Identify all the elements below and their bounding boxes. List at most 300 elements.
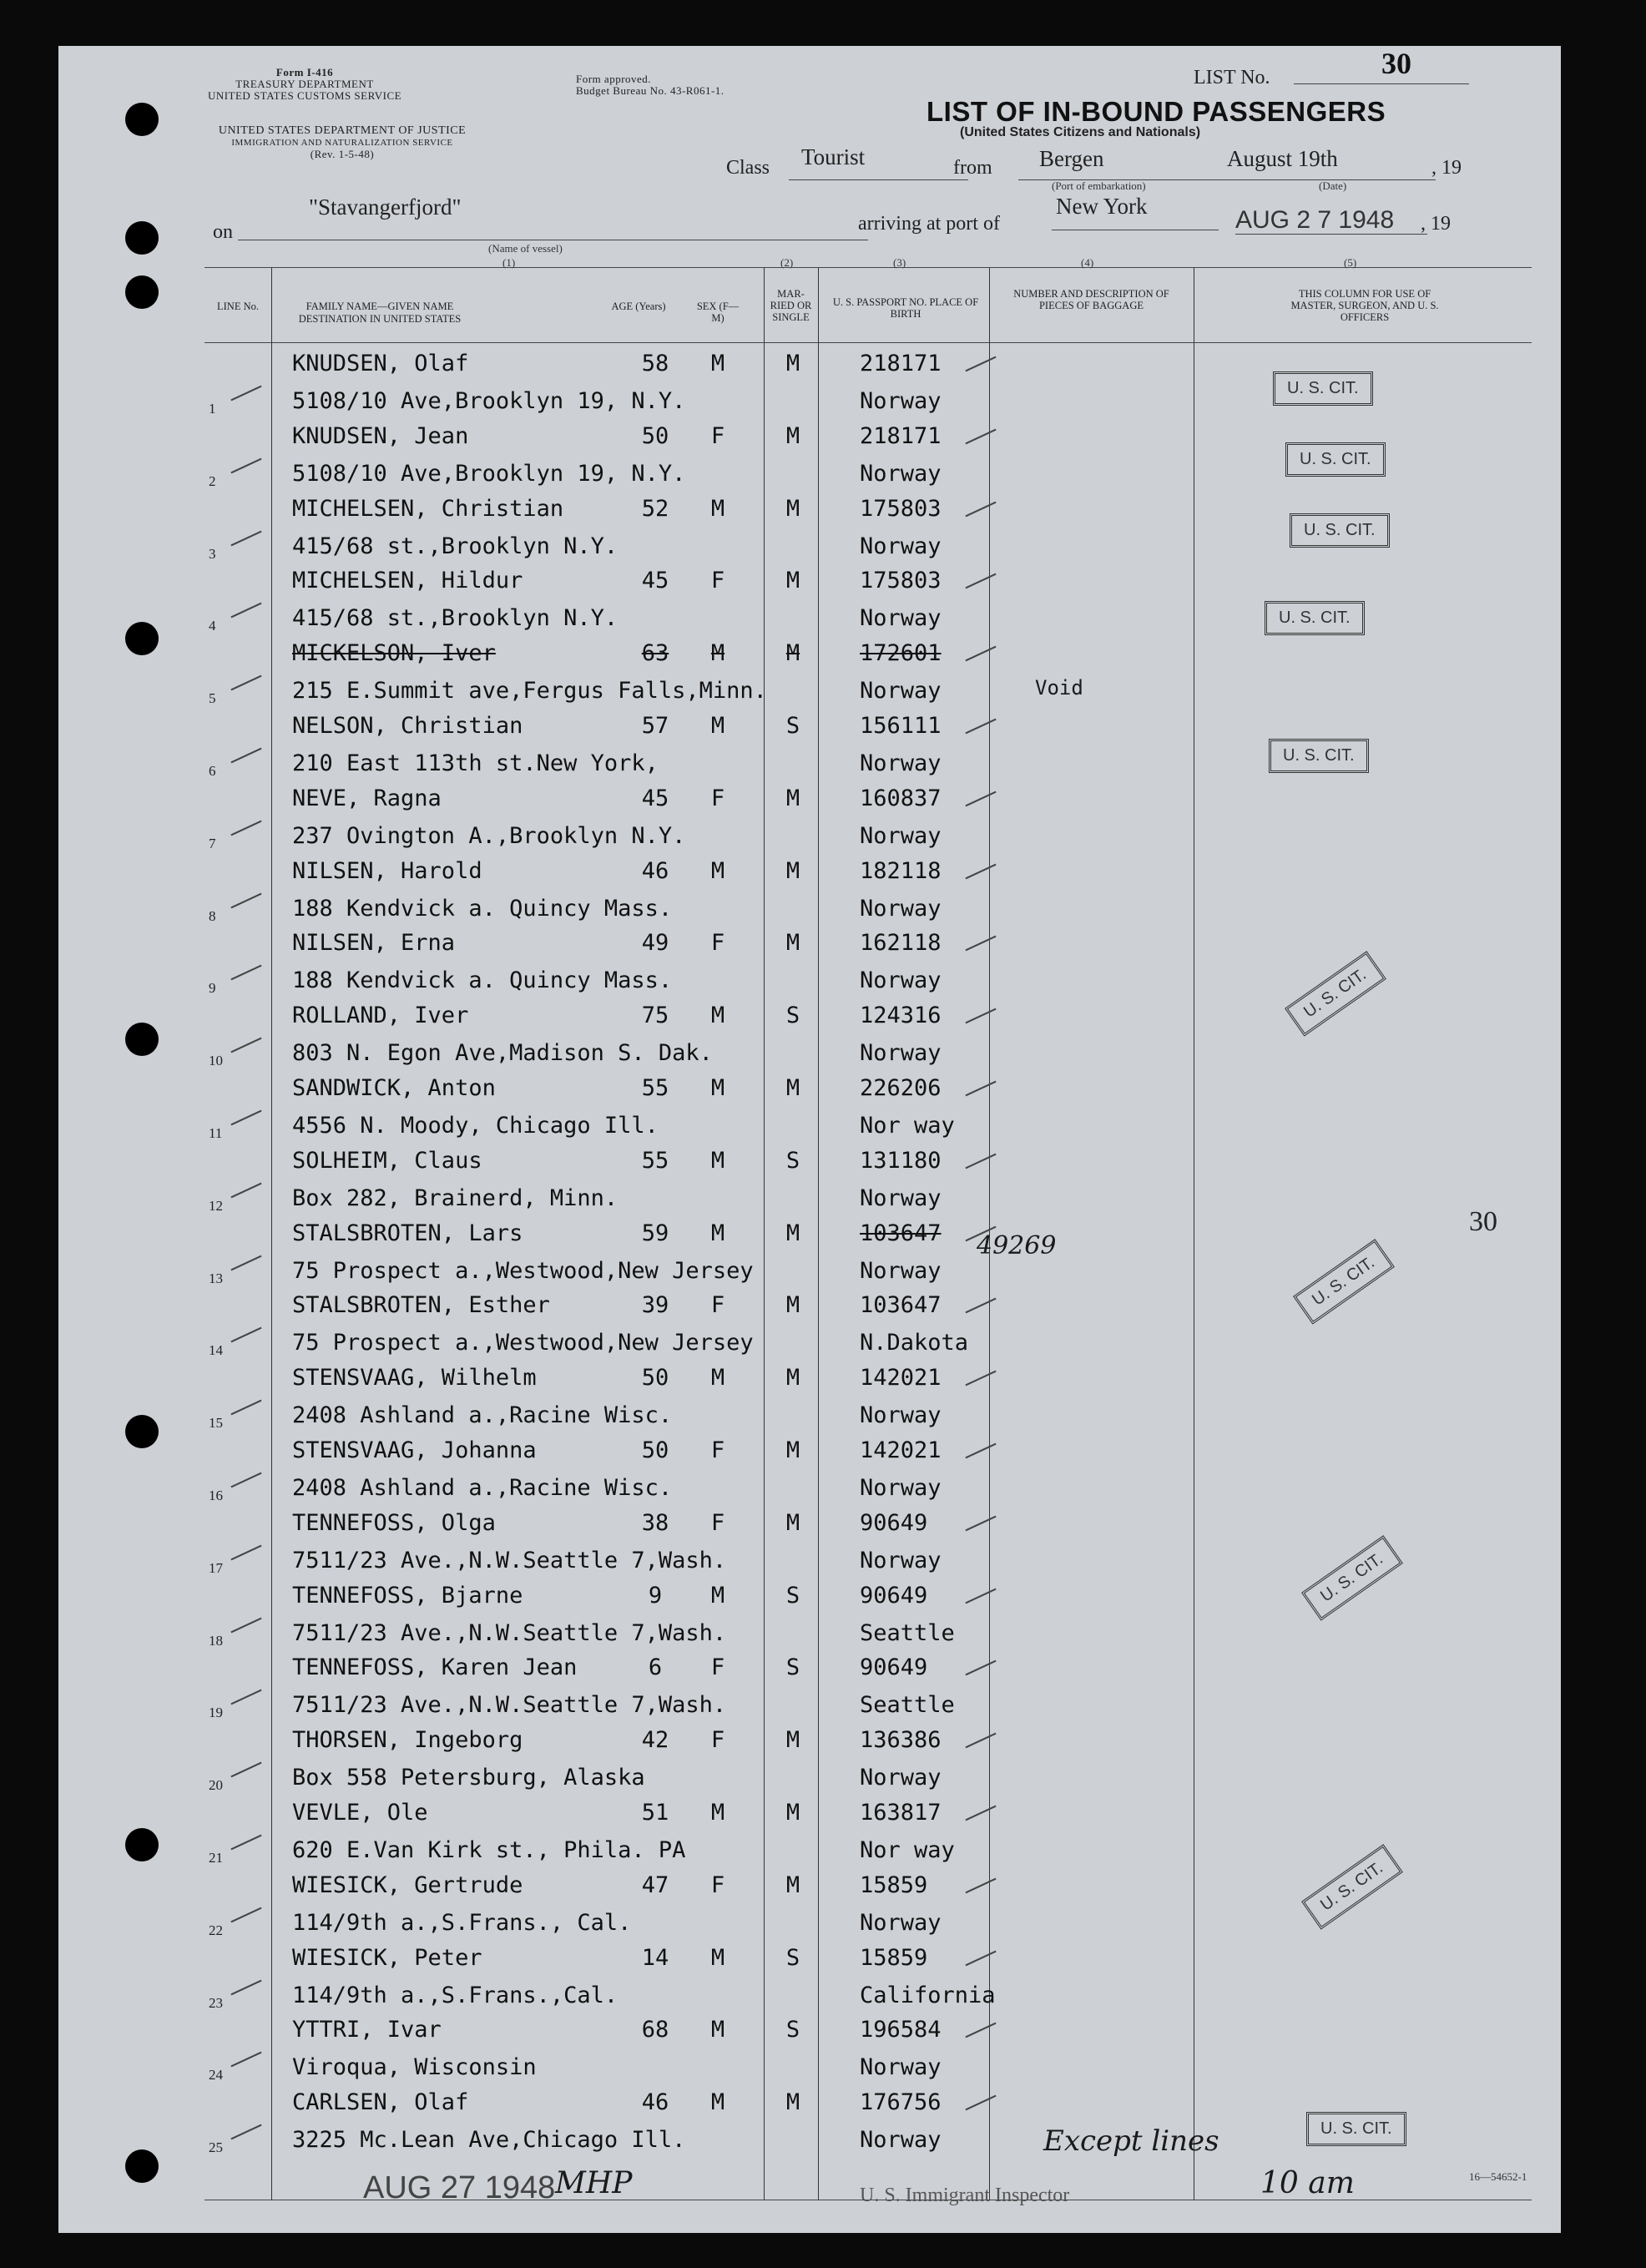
passenger-age: 14 — [641, 1944, 669, 1971]
check-mark — [965, 1588, 996, 1604]
class-label: Class — [726, 157, 770, 179]
passenger-address: 5108/10 Ave,Brooklyn 19, N.Y. — [292, 388, 686, 414]
place-of-birth: Norway — [860, 1185, 942, 1211]
check-mark — [965, 1515, 996, 1531]
tick-mark — [230, 1182, 261, 1198]
check-mark — [965, 1081, 996, 1097]
tick-mark — [230, 1762, 261, 1778]
passenger-name: WIESICK, Gertrude — [292, 1871, 523, 1898]
footer-date-stamp: AUG 27 1948 — [363, 2170, 556, 2205]
line-number: 15 — [209, 1415, 223, 1432]
doj-info — [204, 125, 480, 160]
passenger-married: S — [785, 2017, 800, 2043]
form-approved: Form approved. — [576, 73, 652, 85]
place-of-birth: Norway — [860, 678, 942, 705]
passenger-married: M — [785, 1509, 800, 1536]
table-row — [58, 1719, 1561, 1794]
us-citizen-stamp: U. S. CIT. — [1306, 2112, 1406, 2146]
passenger-age: 39 — [641, 1292, 669, 1319]
col-header-destination: DESTINATION IN UNITED STATES — [298, 313, 462, 325]
tick-mark — [230, 1472, 261, 1488]
us-citizen-stamp: U. S. CIT. — [1301, 1535, 1402, 1620]
passenger-address: 237 Ovington A.,Brooklyn N.Y. — [292, 822, 686, 849]
us-citizen-stamp: U. S. CIT. — [1285, 951, 1386, 1036]
passenger-sex: M — [710, 1582, 725, 1609]
place-of-birth: Nor way — [860, 1113, 955, 1139]
punch-hole — [125, 103, 159, 136]
place-of-birth: Norway — [860, 1765, 942, 1791]
passenger-age: 75 — [641, 1003, 669, 1029]
line-number: 2 — [209, 472, 216, 489]
passenger-name: MICHELSEN, Christian — [292, 495, 564, 522]
line-number: 20 — [209, 1777, 223, 1794]
tick-mark — [230, 530, 261, 546]
tick-mark — [230, 1835, 261, 1851]
passenger-sex: F — [710, 422, 725, 449]
check-mark — [965, 1877, 996, 1893]
check-mark — [965, 719, 996, 735]
list-no-value: 30 — [1381, 47, 1411, 80]
passport-number: 176756 — [860, 2089, 942, 2116]
col-number-2: (2) — [780, 256, 794, 269]
passenger-married: M — [785, 930, 800, 957]
ins-label: IMMIGRATION AND NATURALIZATION SERVICE — [231, 138, 453, 148]
line-number: 6 — [209, 763, 216, 779]
table-row — [58, 1937, 1561, 2011]
passenger-age: 45 — [641, 568, 669, 594]
passenger-name: VEVLE, Ole — [292, 1800, 428, 1826]
passenger-married: M — [785, 2089, 800, 2116]
place-of-birth: Norway — [860, 605, 942, 632]
check-mark — [965, 356, 996, 372]
place-of-birth: Norway — [860, 1402, 942, 1429]
passenger-sex: F — [710, 1654, 725, 1681]
col-number-1: (1) — [502, 256, 516, 269]
passenger-name: STENSVAAG, Wilhelm — [292, 1365, 537, 1392]
col-number-3: (3) — [893, 256, 906, 269]
check-mark — [965, 863, 996, 879]
passenger-age: 58 — [641, 351, 669, 376]
passport-number: 131180 — [860, 1147, 942, 1174]
table-row — [58, 2008, 1561, 2084]
place-of-birth: Nor way — [860, 1837, 955, 1863]
passport-number: 182118 — [860, 857, 942, 884]
passenger-age: 52 — [641, 495, 669, 522]
check-mark — [965, 2023, 996, 2038]
passport-number: 90649 — [860, 1509, 928, 1536]
passenger-address: 7511/23 Ave.,N.W.Seattle 7,Wash. — [292, 1547, 727, 1573]
passenger-sex: M — [710, 1003, 725, 1029]
line-number: 19 — [209, 1705, 223, 1721]
passenger-address: 215 E.Summit ave,Fergus Falls,Minn. — [292, 678, 767, 705]
place-of-birth: Norway — [860, 533, 942, 559]
date-value: August 19th — [1227, 146, 1338, 171]
passenger-married: M — [785, 495, 800, 522]
passenger-address: 7511/23 Ave.,N.W.Seattle 7,Wash. — [292, 1619, 727, 1646]
except-lines-note: Except lines — [1043, 2124, 1219, 2158]
check-mark — [965, 1371, 996, 1387]
check-mark — [965, 1298, 996, 1314]
tick-mark — [230, 1400, 261, 1416]
line-number: 18 — [209, 1632, 223, 1649]
punch-hole — [125, 2149, 159, 2183]
passenger-address: 188 Kendvick a. Quincy Mass. — [292, 895, 673, 922]
passenger-name: STENSVAAG, Johanna — [292, 1437, 537, 1463]
passenger-age: 9 — [648, 1582, 663, 1609]
line-number: 14 — [209, 1342, 223, 1359]
col-header-name: FAMILY NAME—GIVEN NAME — [305, 301, 454, 312]
place-of-birth: Seattle — [860, 1692, 955, 1719]
passenger-age: 59 — [641, 1220, 669, 1246]
us-citizen-stamp: U. S. CIT. — [1301, 1844, 1402, 1929]
vessel-note: (Name of vessel) — [488, 242, 563, 255]
passenger-age: 51 — [641, 1800, 669, 1826]
passenger-name: ROLLAND, Iver — [292, 1003, 469, 1029]
passport-number: 163817 — [860, 1800, 942, 1826]
list-no-label: LIST No. — [1194, 67, 1270, 88]
tick-mark — [230, 2052, 261, 2068]
passenger-name: NILSEN, Harold — [292, 857, 482, 884]
passenger-sex: F — [710, 1727, 725, 1754]
passenger-address: Box 558 Petersburg, Alaska — [292, 1765, 645, 1791]
passenger-married: M — [785, 857, 800, 884]
passport-number: 124316 — [860, 1003, 942, 1029]
passenger-address: 188 Kendvick a. Quincy Mass. — [292, 967, 673, 994]
form-info — [200, 67, 409, 102]
passenger-age: 57 — [641, 713, 669, 739]
arrival-date-line — [1235, 234, 1427, 235]
void-label: Void — [1035, 676, 1083, 700]
passenger-sex: M — [710, 713, 725, 739]
place-of-birth: Seattle — [860, 1619, 955, 1646]
col-header-age: AGE (Years) — [611, 301, 666, 312]
line-number: 17 — [209, 1559, 223, 1576]
passenger-sex: F — [710, 785, 725, 811]
margin-number: 30 — [1469, 1206, 1497, 1237]
line-number: 9 — [209, 980, 216, 997]
passenger-married: S — [785, 1654, 800, 1681]
from-value: Bergen — [1039, 146, 1104, 171]
passport-number: 90649 — [860, 1654, 928, 1681]
passenger-age: 42 — [641, 1727, 669, 1754]
passenger-age: 50 — [641, 1365, 669, 1392]
check-mark — [965, 1443, 996, 1459]
place-of-birth: Norway — [860, 1909, 942, 1936]
passenger-address: 75 Prospect a.,Westwood,New Jersey — [292, 1257, 754, 1284]
place-of-birth: California — [860, 1982, 996, 2008]
passenger-name: WIESICK, Peter — [292, 1944, 482, 1971]
line-number: 7 — [209, 835, 216, 851]
passenger-address: 4556 N. Moody, Chicago Ill. — [292, 1113, 659, 1139]
arriving-label: arriving at port of — [858, 213, 1000, 235]
passenger-address: 2408 Ashland a.,Racine Wisc. — [292, 1475, 673, 1501]
passenger-married: S — [785, 713, 800, 739]
passenger-sex: M — [710, 2017, 725, 2043]
passenger-address: 210 East 113th st.New York, — [292, 750, 659, 776]
passport-number: 196584 — [860, 2017, 942, 2043]
inspector-label: U. S. Immigrant Inspector — [860, 2185, 1070, 2206]
passenger-sex: M — [710, 1220, 725, 1246]
place-of-birth: N.Dakota — [860, 1330, 969, 1356]
passport-number: 136386 — [860, 1727, 942, 1754]
passenger-age: 45 — [641, 785, 669, 811]
col-header-officers: THIS COLUMN FOR USE OF MASTER, SURGEON, AND U. S. OFFICERS — [1290, 288, 1439, 323]
passenger-name: KNUDSEN, Olaf — [292, 351, 469, 376]
tick-mark — [230, 1979, 261, 1995]
passenger-sex: M — [710, 351, 725, 376]
passenger-name: NILSEN, Erna — [292, 930, 456, 957]
tick-mark — [230, 1544, 261, 1560]
line-number: 12 — [209, 1197, 223, 1214]
table-row — [58, 850, 1561, 922]
check-mark — [965, 501, 996, 517]
passport-number: 103647 — [860, 1292, 942, 1319]
line-number: 24 — [209, 2067, 223, 2084]
tick-mark — [230, 1038, 261, 1053]
passenger-age: 6 — [648, 1654, 663, 1681]
passenger-sex: M — [710, 2089, 725, 2116]
passenger-married: M — [785, 785, 800, 811]
passenger-address: 3225 Mc.Lean Ave,Chicago Ill. — [292, 2127, 686, 2154]
passport-number: 218171 — [860, 351, 942, 376]
check-mark — [965, 791, 996, 806]
passenger-sex: M — [710, 495, 725, 522]
from-label: from — [953, 157, 992, 179]
col-header-passport: U. S. PASSPORT NO. PLACE OF BIRTH — [832, 296, 979, 320]
passport-number: 160837 — [860, 785, 942, 811]
passenger-name: TENNEFOSS, Olga — [292, 1509, 496, 1536]
line-number: 1 — [209, 401, 216, 417]
line-number: 21 — [209, 1850, 223, 1866]
place-of-birth: Norway — [860, 750, 942, 776]
passport-number: 226206 — [860, 1075, 942, 1101]
passenger-married: M — [785, 1871, 800, 1898]
place-of-birth: Norway — [860, 967, 942, 994]
us-citizen-stamp: U. S. CIT. — [1285, 442, 1386, 477]
place-of-birth: Norway — [860, 2127, 942, 2154]
passenger-married: M — [785, 568, 800, 594]
form-subtitle: (United States Citizens and Nationals) — [960, 125, 1201, 139]
passenger-age: 47 — [641, 1871, 669, 1898]
passport-number: 175803 — [860, 568, 942, 594]
tick-mark — [230, 1110, 261, 1126]
place-of-birth: Norway — [860, 822, 942, 849]
tick-mark — [230, 892, 261, 908]
table-row — [58, 777, 1561, 849]
line-number: 3 — [209, 545, 216, 562]
passenger-sex: M — [710, 1365, 725, 1392]
passenger-address: 7511/23 Ave.,N.W.Seattle 7,Wash. — [292, 1692, 727, 1719]
col-header-sex: SEX (F—M) — [696, 301, 740, 324]
passport-number: 15859 — [860, 1944, 928, 1971]
check-mark — [965, 1806, 996, 1821]
passport-number: 175803 — [860, 495, 942, 522]
passenger-married: M — [785, 640, 800, 667]
vessel-name: "Stavangerfjord" — [309, 194, 462, 220]
passport-number: 142021 — [860, 1437, 942, 1463]
passenger-married: M — [785, 1365, 800, 1392]
passenger-address: 114/9th a.,S.Frans., Cal. — [292, 1909, 632, 1936]
col-number-4: (4) — [1081, 256, 1094, 269]
passenger-sex: M — [710, 1075, 725, 1101]
passenger-married: M — [785, 1727, 800, 1754]
class-line — [789, 179, 968, 180]
line-number: 10 — [209, 1053, 223, 1069]
time-note: 10 am — [1260, 2166, 1355, 2200]
check-mark — [965, 1153, 996, 1169]
passenger-name: STALSBROTEN, Lars — [292, 1220, 523, 1246]
passenger-age: 50 — [641, 422, 669, 449]
port-embark-note: (Port of embarkation) — [1052, 179, 1146, 192]
arrival-port: New York — [1056, 194, 1148, 219]
place-of-birth: Norway — [860, 1040, 942, 1067]
passenger-address: 620 E.Van Kirk st., Phila. PA — [292, 1837, 686, 1863]
line-number: 25 — [209, 2139, 223, 2156]
passenger-sex: M — [710, 1800, 725, 1826]
passenger-name: NEVE, Ragna — [292, 785, 442, 811]
passenger-name: SOLHEIM, Claus — [292, 1147, 482, 1174]
passenger-address: 114/9th a.,S.Frans.,Cal. — [292, 1982, 619, 2008]
customs-label: UNITED STATES CUSTOMS SERVICE — [207, 89, 402, 102]
passenger-name: THORSEN, Ingeborg — [292, 1727, 523, 1754]
passenger-married: M — [785, 351, 800, 376]
passenger-name: KNUDSEN, Jean — [292, 422, 469, 449]
passenger-name: TENNEFOSS, Karen Jean — [292, 1654, 578, 1681]
check-mark — [965, 428, 996, 444]
passport-number: 218171 — [860, 422, 942, 449]
tick-mark — [230, 1327, 261, 1343]
passenger-address: 415/68 st.,Brooklyn N.Y. — [292, 533, 619, 559]
passenger-name: MICHELSEN, Hildur — [292, 568, 523, 594]
passenger-married: S — [785, 1147, 800, 1174]
budget-bureau: Budget Bureau No. 43-R061-1. — [576, 84, 725, 97]
col-number-5: (5) — [1344, 256, 1357, 269]
table-row — [58, 1502, 1561, 1576]
passenger-age: 55 — [641, 1075, 669, 1101]
table-row — [58, 1067, 1561, 1139]
col-header-married: MAR-RIED OR SINGLE — [770, 288, 812, 323]
date-note: (Date) — [1319, 179, 1347, 192]
passenger-age: 50 — [641, 1437, 669, 1463]
check-mark — [965, 573, 996, 589]
us-citizen-stamp: U. S. CIT. — [1293, 1239, 1394, 1324]
passenger-age: 55 — [641, 1147, 669, 1174]
col-header-baggage: NUMBER AND DESCRIPTION OF PIECES OF BAGGAGE — [1013, 288, 1169, 311]
table-row — [58, 1646, 1561, 1721]
line-number: 11 — [209, 1125, 223, 1141]
passenger-age: 38 — [641, 1509, 669, 1536]
passenger-sex: F — [710, 1871, 725, 1898]
passport-number: 90649 — [860, 1582, 928, 1609]
passenger-address: 5108/10 Ave,Brooklyn 19, N.Y. — [292, 460, 686, 487]
punch-hole — [125, 275, 159, 309]
check-mark — [965, 1950, 996, 1966]
tick-mark — [230, 1617, 261, 1633]
year-label-2: , 19 — [1421, 213, 1451, 235]
passenger-sex: M — [710, 640, 725, 667]
list-no-line — [1294, 83, 1469, 84]
tick-mark — [230, 1690, 261, 1705]
line-number: 16 — [209, 1488, 223, 1503]
passenger-sex: F — [710, 1292, 725, 1319]
passenger-address: Box 282, Brainerd, Minn. — [292, 1185, 619, 1211]
us-citizen-stamp: U. S. CIT. — [1273, 371, 1373, 406]
line-number: 22 — [209, 1922, 223, 1938]
passenger-age: 63 — [641, 640, 669, 667]
passenger-married: M — [785, 422, 800, 449]
check-mark — [965, 1660, 996, 1676]
treasury-label: TREASURY DEPARTMENT — [235, 78, 374, 90]
tick-mark — [230, 2124, 261, 2140]
check-mark — [965, 2095, 996, 2111]
tick-mark — [230, 603, 261, 619]
passport-number: 162118 — [860, 930, 942, 957]
place-of-birth: Norway — [860, 460, 942, 487]
tick-mark — [230, 675, 261, 691]
budget-info — [576, 73, 725, 97]
table-row — [58, 1356, 1561, 1432]
passenger-sex: M — [710, 1147, 725, 1174]
check-mark — [965, 936, 996, 952]
tick-mark — [230, 457, 261, 473]
passenger-address: 2408 Ashland a.,Racine Wisc. — [292, 1402, 673, 1429]
us-citizen-stamp: U. S. CIT. — [1290, 513, 1390, 548]
table-top-rule — [204, 267, 1532, 268]
us-citizen-stamp: U. S. CIT. — [1265, 601, 1365, 635]
passenger-married: S — [785, 1582, 800, 1609]
us-citizen-stamp: U. S. CIT. — [1269, 739, 1369, 773]
inspector-signature: MHP — [555, 2166, 633, 2200]
arrival-date-stamp: AUG 2 7 1948 — [1235, 206, 1395, 234]
place-of-birth: Norway — [860, 2054, 942, 2081]
passenger-married: M — [785, 1075, 800, 1101]
passenger-sex: F — [710, 930, 725, 957]
passenger-sex: M — [710, 1944, 725, 1971]
passenger-age: 46 — [641, 2089, 669, 2116]
passenger-address: 415/68 st.,Brooklyn N.Y. — [292, 605, 619, 632]
passenger-address: 75 Prospect a.,Westwood,New Jersey — [292, 1330, 754, 1356]
check-mark — [965, 1733, 996, 1749]
passenger-married: M — [785, 1800, 800, 1826]
tick-mark — [230, 748, 261, 764]
form-number: Form I-416 — [275, 66, 334, 78]
table-row — [58, 1791, 1561, 1866]
on-label: on — [213, 221, 233, 243]
passenger-sex: M — [710, 857, 725, 884]
table-row — [58, 632, 1561, 707]
form-title: LIST OF IN-BOUND PASSENGERS — [927, 96, 1386, 127]
passport-number: 156111 — [860, 713, 942, 739]
line-number: 13 — [209, 1270, 223, 1286]
passport-number: 172601 — [860, 640, 942, 667]
year-label: , 19 — [1431, 157, 1462, 179]
passenger-sex: F — [710, 568, 725, 594]
line-number: 23 — [209, 1994, 223, 2011]
passenger-name: YTTRI, Ivar — [292, 2017, 442, 2043]
table-row — [58, 1139, 1561, 1214]
passport-number: 103647 — [860, 1220, 942, 1246]
tick-mark — [230, 965, 261, 981]
passenger-address: 803 N. Egon Ave,Madison S. Dak. — [292, 1040, 713, 1067]
line-number: 8 — [209, 907, 216, 924]
passenger-married: M — [785, 1437, 800, 1463]
manifest-page — [58, 46, 1561, 2233]
passenger-name: SANDWICK, Anton — [292, 1075, 496, 1101]
passenger-name: MICKELSON, Iver — [292, 640, 496, 667]
place-of-birth: Norway — [860, 1475, 942, 1501]
class-value: Tourist — [801, 144, 866, 169]
tick-mark — [230, 1907, 261, 1922]
